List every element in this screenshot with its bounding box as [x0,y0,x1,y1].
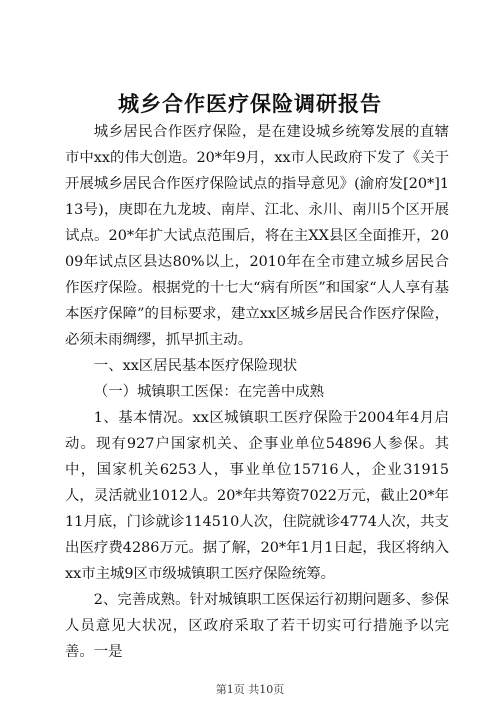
section-heading: 一、xx区居民基本医疗保险现状 [93,358,298,374]
document-body [65,119,449,665]
page-footer: 第1页 共10页 [215,683,285,696]
paragraph-improvement: 2、完善成熟。针对城镇职工医保运行初期问题多、参保人员意见大状况，区政府采取了若干切实可行措施予以完善。一是 [65,592,449,660]
paragraph-intro: 城乡居民合作医疗保险，是在建设城乡统筹发展的直辖市中xx的伟大创造。20*年9月，xx市人民政府下发了《关于开展城乡居民合作医疗保险试点的指导意见》(渝府发[20*]113号)，庚即在九龙坡、南岸、江北、永川、南川5个区开展试点。20*年扩大试点范围后，将在主XX县区全面推开，2009年试点区县达80%以上，2010年在全市建立城乡居民合作医疗保险。根据党的十七大“病有所医”和国家“人人享有基本医疗保障”的目标要求，建立xx区城乡居民合作医疗保险，必须未雨绸缪，抓早抓主动。 [65,124,449,348]
paragraph-basic-situation: 1、基本情况。xx区城镇职工医疗保险于2004年4月启动。现有927户国家机关、企事业单位54896人参保。其中，国家机关6253人，事业单位15716人，企业31915人，灵活就业1012人。20*年共筹资7022万元，截止20*年11月底，门诊就诊114510人次，住院就诊4774人次，共支出医疗费4286万元。据了解，20*年1月1日起，我区将纳入xx市主城9区市级城镇职工医疗保险统筹。 [65,410,449,582]
document-title: 城乡合作医疗保险调研报告 [118,91,382,116]
subsection-heading: （一）城镇职工医保：在完善中成熟 [93,384,325,400]
